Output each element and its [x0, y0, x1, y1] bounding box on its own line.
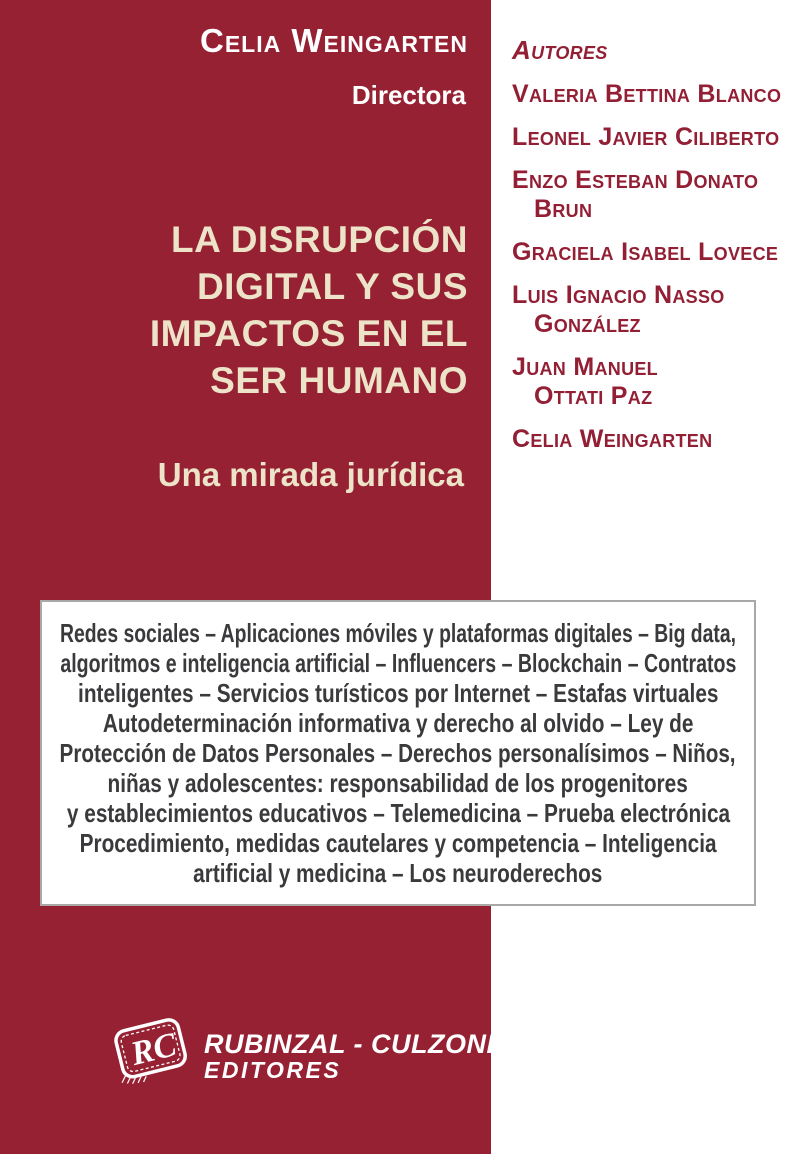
author-name: Luis Ignacio Nasso — [512, 281, 725, 309]
author-name: Leonel Javier Ciliberto — [512, 123, 780, 151]
title-line: IMPACTOS EN EL — [149, 313, 468, 354]
publisher-text — [204, 1030, 494, 1083]
topic-text: niñas y adolescentes: responsabilidad de los progenitores — [107, 767, 689, 798]
title-line: DIGITAL Y SUS — [196, 266, 468, 307]
author-entry — [512, 353, 788, 411]
publisher-subname: EDITORES — [204, 1057, 342, 1083]
director-role: Directora — [351, 80, 466, 110]
authors-panel — [512, 35, 788, 468]
publisher-block — [104, 1014, 494, 1086]
topic-line — [42, 618, 754, 648]
topic-line — [42, 678, 754, 708]
topic-line — [42, 738, 754, 768]
topic-text: Autodeterminación informativa y derecho al olvido – Ley de — [102, 707, 694, 738]
topic-text: Protección de Datos Personales – Derechos personalísimos – Niños, — [60, 737, 736, 768]
author-entry — [512, 80, 788, 109]
publisher-name: RUBINZAL - CULZONI — [204, 1029, 495, 1059]
topic-line — [42, 708, 754, 738]
rc-book-logo-icon — [104, 1014, 196, 1086]
logo-monogram: RC — [127, 1026, 181, 1074]
topic-text: artificial y medicina – Los neuroderechos — [193, 857, 603, 888]
topic-line — [42, 648, 754, 678]
author-name-continued: Brun — [534, 195, 593, 223]
director-name: Celia Weingarten — [200, 22, 468, 59]
topic-line — [42, 828, 754, 858]
book-title — [0, 216, 468, 404]
author-entry — [512, 425, 788, 454]
author-name: Celia Weingarten — [512, 425, 713, 453]
topics-box — [40, 600, 756, 906]
author-name: Valeria Bettina Blanco — [512, 80, 782, 108]
author-name-continued: González — [534, 310, 641, 338]
title-line: SER HUMANO — [210, 360, 468, 401]
author-name-continued: Ottati Paz — [534, 382, 653, 410]
topic-text: Redes sociales – Aplicaciones móviles y plataformas digitales – Big data, — [60, 617, 736, 648]
author-entry — [512, 166, 788, 224]
topic-text: inteligentes – Servicios turísticos por Internet – Estafas virtuales — [77, 677, 719, 708]
topic-text: y establecimientos educativos – Telemedicina – Prueba electrónica — [66, 797, 730, 828]
author-entry — [512, 238, 788, 267]
author-name: Juan Manuel — [512, 353, 658, 381]
topic-line — [42, 858, 754, 888]
book-subtitle: Una mirada jurídica — [157, 456, 464, 493]
author-name: Graciela Isabel Lovece — [512, 238, 779, 266]
authors-heading: Autores — [512, 35, 608, 65]
author-entry — [512, 281, 788, 339]
title-line: LA DISRUPCIÓN — [170, 219, 468, 260]
author-entry — [512, 123, 788, 152]
topic-line — [42, 768, 754, 798]
topic-text: Procedimiento, medidas cautelares y competencia – Inteligencia — [79, 827, 717, 858]
topic-line — [42, 798, 754, 828]
topic-text: algoritmos e inteligencia artificial – Influencers – Blockchain – Contratos — [60, 647, 737, 678]
author-name: Enzo Esteban Donato — [512, 166, 759, 194]
